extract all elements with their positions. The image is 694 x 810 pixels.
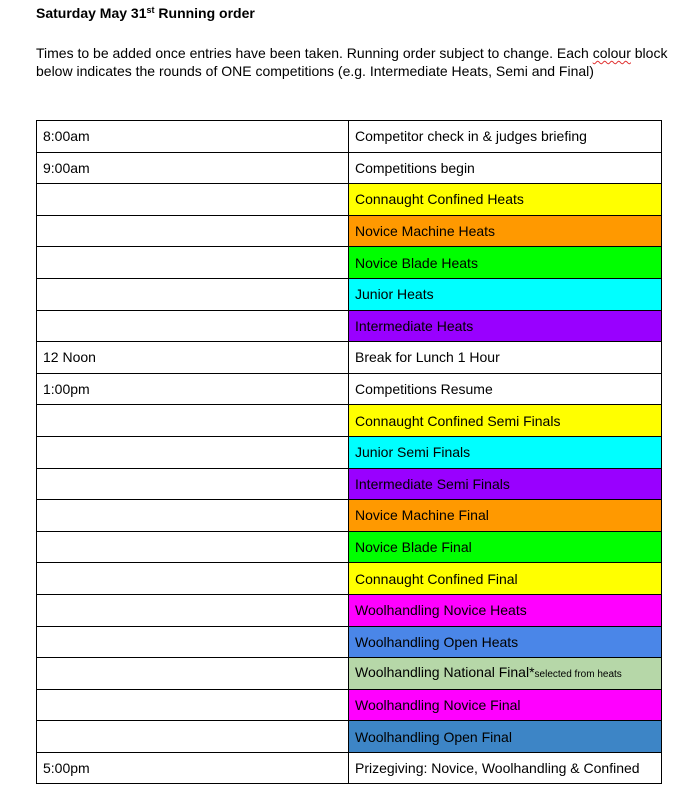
schedule-row xyxy=(37,373,662,405)
schedule-event-label: Intermediate Heats xyxy=(355,317,474,334)
schedule-time-cell xyxy=(37,468,349,500)
schedule-time-cell xyxy=(37,626,349,658)
schedule-time-cell: 12 Noon xyxy=(37,342,349,374)
schedule-event-cell xyxy=(349,121,662,153)
schedule-event-label: Junior Heats xyxy=(355,286,434,303)
schedule-event-label: Break for Lunch 1 Hour xyxy=(355,349,500,366)
spellcheck-flagged-word: colour xyxy=(592,45,631,61)
schedule-event-cell xyxy=(349,563,662,595)
schedule-event-label: Woolhandling National Final* xyxy=(355,663,535,680)
schedule-event-note: selected from heats xyxy=(534,668,622,680)
running-order-body xyxy=(37,121,662,784)
schedule-time-cell xyxy=(37,310,349,342)
schedule-event-cell xyxy=(349,626,662,658)
schedule-time-cell: 5:00pm xyxy=(37,752,349,784)
intro-text-start: Times to be added once entries have been taken. Running order subject to change. Each xyxy=(36,45,593,61)
schedule-row xyxy=(37,626,662,658)
schedule-row xyxy=(37,247,662,279)
schedule-event-label: Competitions Resume xyxy=(355,381,493,398)
schedule-event-label: Prizegiving: Novice, Woolhandling & Confined xyxy=(355,760,640,777)
schedule-row xyxy=(37,278,662,310)
schedule-row xyxy=(37,752,662,784)
schedule-row xyxy=(37,563,662,595)
schedule-event-label: Novice Machine Final xyxy=(355,507,489,524)
schedule-row xyxy=(37,436,662,468)
schedule-event-cell xyxy=(349,247,662,279)
schedule-event-cell xyxy=(349,752,662,784)
schedule-event-label: Connaught Confined Semi Finals xyxy=(355,412,561,429)
schedule-row xyxy=(37,184,662,216)
schedule-event-label: Intermediate Semi Finals xyxy=(355,475,510,492)
schedule-event-label: Novice Blade Final xyxy=(355,539,472,556)
schedule-row xyxy=(37,721,662,753)
schedule-event-cell xyxy=(349,373,662,405)
schedule-event-cell xyxy=(349,689,662,721)
schedule-row xyxy=(37,405,662,437)
schedule-time-cell xyxy=(37,184,349,216)
schedule-event-label: Connaught Confined Final xyxy=(355,570,518,587)
schedule-row xyxy=(37,531,662,563)
schedule-event-label: Junior Semi Finals xyxy=(355,444,471,461)
title-ordinal-suffix: st xyxy=(146,5,155,15)
schedule-event-cell xyxy=(349,215,662,247)
schedule-event-label: Competitor check in & judges briefing xyxy=(355,128,587,145)
schedule-event-cell xyxy=(349,342,662,374)
schedule-time-cell xyxy=(37,278,349,310)
schedule-event-label: Connaught Confined Heats xyxy=(355,191,524,208)
schedule-row xyxy=(37,121,662,153)
schedule-row xyxy=(37,152,662,184)
schedule-event-cell xyxy=(349,468,662,500)
schedule-time-cell xyxy=(37,563,349,595)
schedule-row xyxy=(37,658,662,690)
schedule-time-cell xyxy=(37,215,349,247)
schedule-event-label: Woolhandling Novice Final xyxy=(355,696,521,713)
schedule-event-label: Competitions begin xyxy=(355,159,475,176)
schedule-time-cell xyxy=(37,531,349,563)
page-title xyxy=(36,5,255,21)
schedule-event-label: Novice Blade Heats xyxy=(355,254,478,271)
schedule-row xyxy=(37,215,662,247)
schedule-event-label: Novice Machine Heats xyxy=(355,223,496,240)
schedule-event-cell xyxy=(349,310,662,342)
schedule-row xyxy=(37,689,662,721)
title-date: Saturday May 31 xyxy=(36,5,147,21)
schedule-time-cell xyxy=(37,689,349,721)
schedule-event-cell xyxy=(349,500,662,532)
schedule-time-cell: 9:00am xyxy=(37,152,349,184)
schedule-event-label: Woolhandling Open Final xyxy=(355,728,512,745)
intro-paragraph xyxy=(36,44,676,80)
schedule-time-cell xyxy=(37,405,349,437)
schedule-row xyxy=(37,468,662,500)
schedule-event-cell xyxy=(349,658,662,690)
running-order-table xyxy=(36,120,662,784)
schedule-row xyxy=(37,310,662,342)
title-suffix: Running order xyxy=(154,5,255,21)
schedule-event-cell xyxy=(349,278,662,310)
schedule-event-cell xyxy=(349,594,662,626)
schedule-time-cell xyxy=(37,500,349,532)
intro-text-end: block below indicates the rounds of ONE competitions (e.g. Intermediate Heats, Semi and Final) xyxy=(36,45,668,79)
schedule-row xyxy=(37,500,662,532)
schedule-event-cell xyxy=(349,721,662,753)
schedule-event-cell xyxy=(349,184,662,216)
schedule-event-cell xyxy=(349,405,662,437)
schedule-event-label: Woolhandling Novice Heats xyxy=(355,602,527,619)
schedule-time-cell: 1:00pm xyxy=(37,373,349,405)
schedule-time-cell xyxy=(37,721,349,753)
schedule-event-cell xyxy=(349,531,662,563)
schedule-time-cell xyxy=(37,436,349,468)
schedule-event-cell xyxy=(349,436,662,468)
schedule-row xyxy=(37,594,662,626)
schedule-event-cell xyxy=(349,152,662,184)
schedule-time-cell xyxy=(37,594,349,626)
schedule-time-cell xyxy=(37,247,349,279)
schedule-row xyxy=(37,342,662,374)
schedule-time-cell: 8:00am xyxy=(37,121,349,153)
schedule-event-label: Woolhandling Open Heats xyxy=(355,633,519,650)
schedule-time-cell xyxy=(37,658,349,690)
